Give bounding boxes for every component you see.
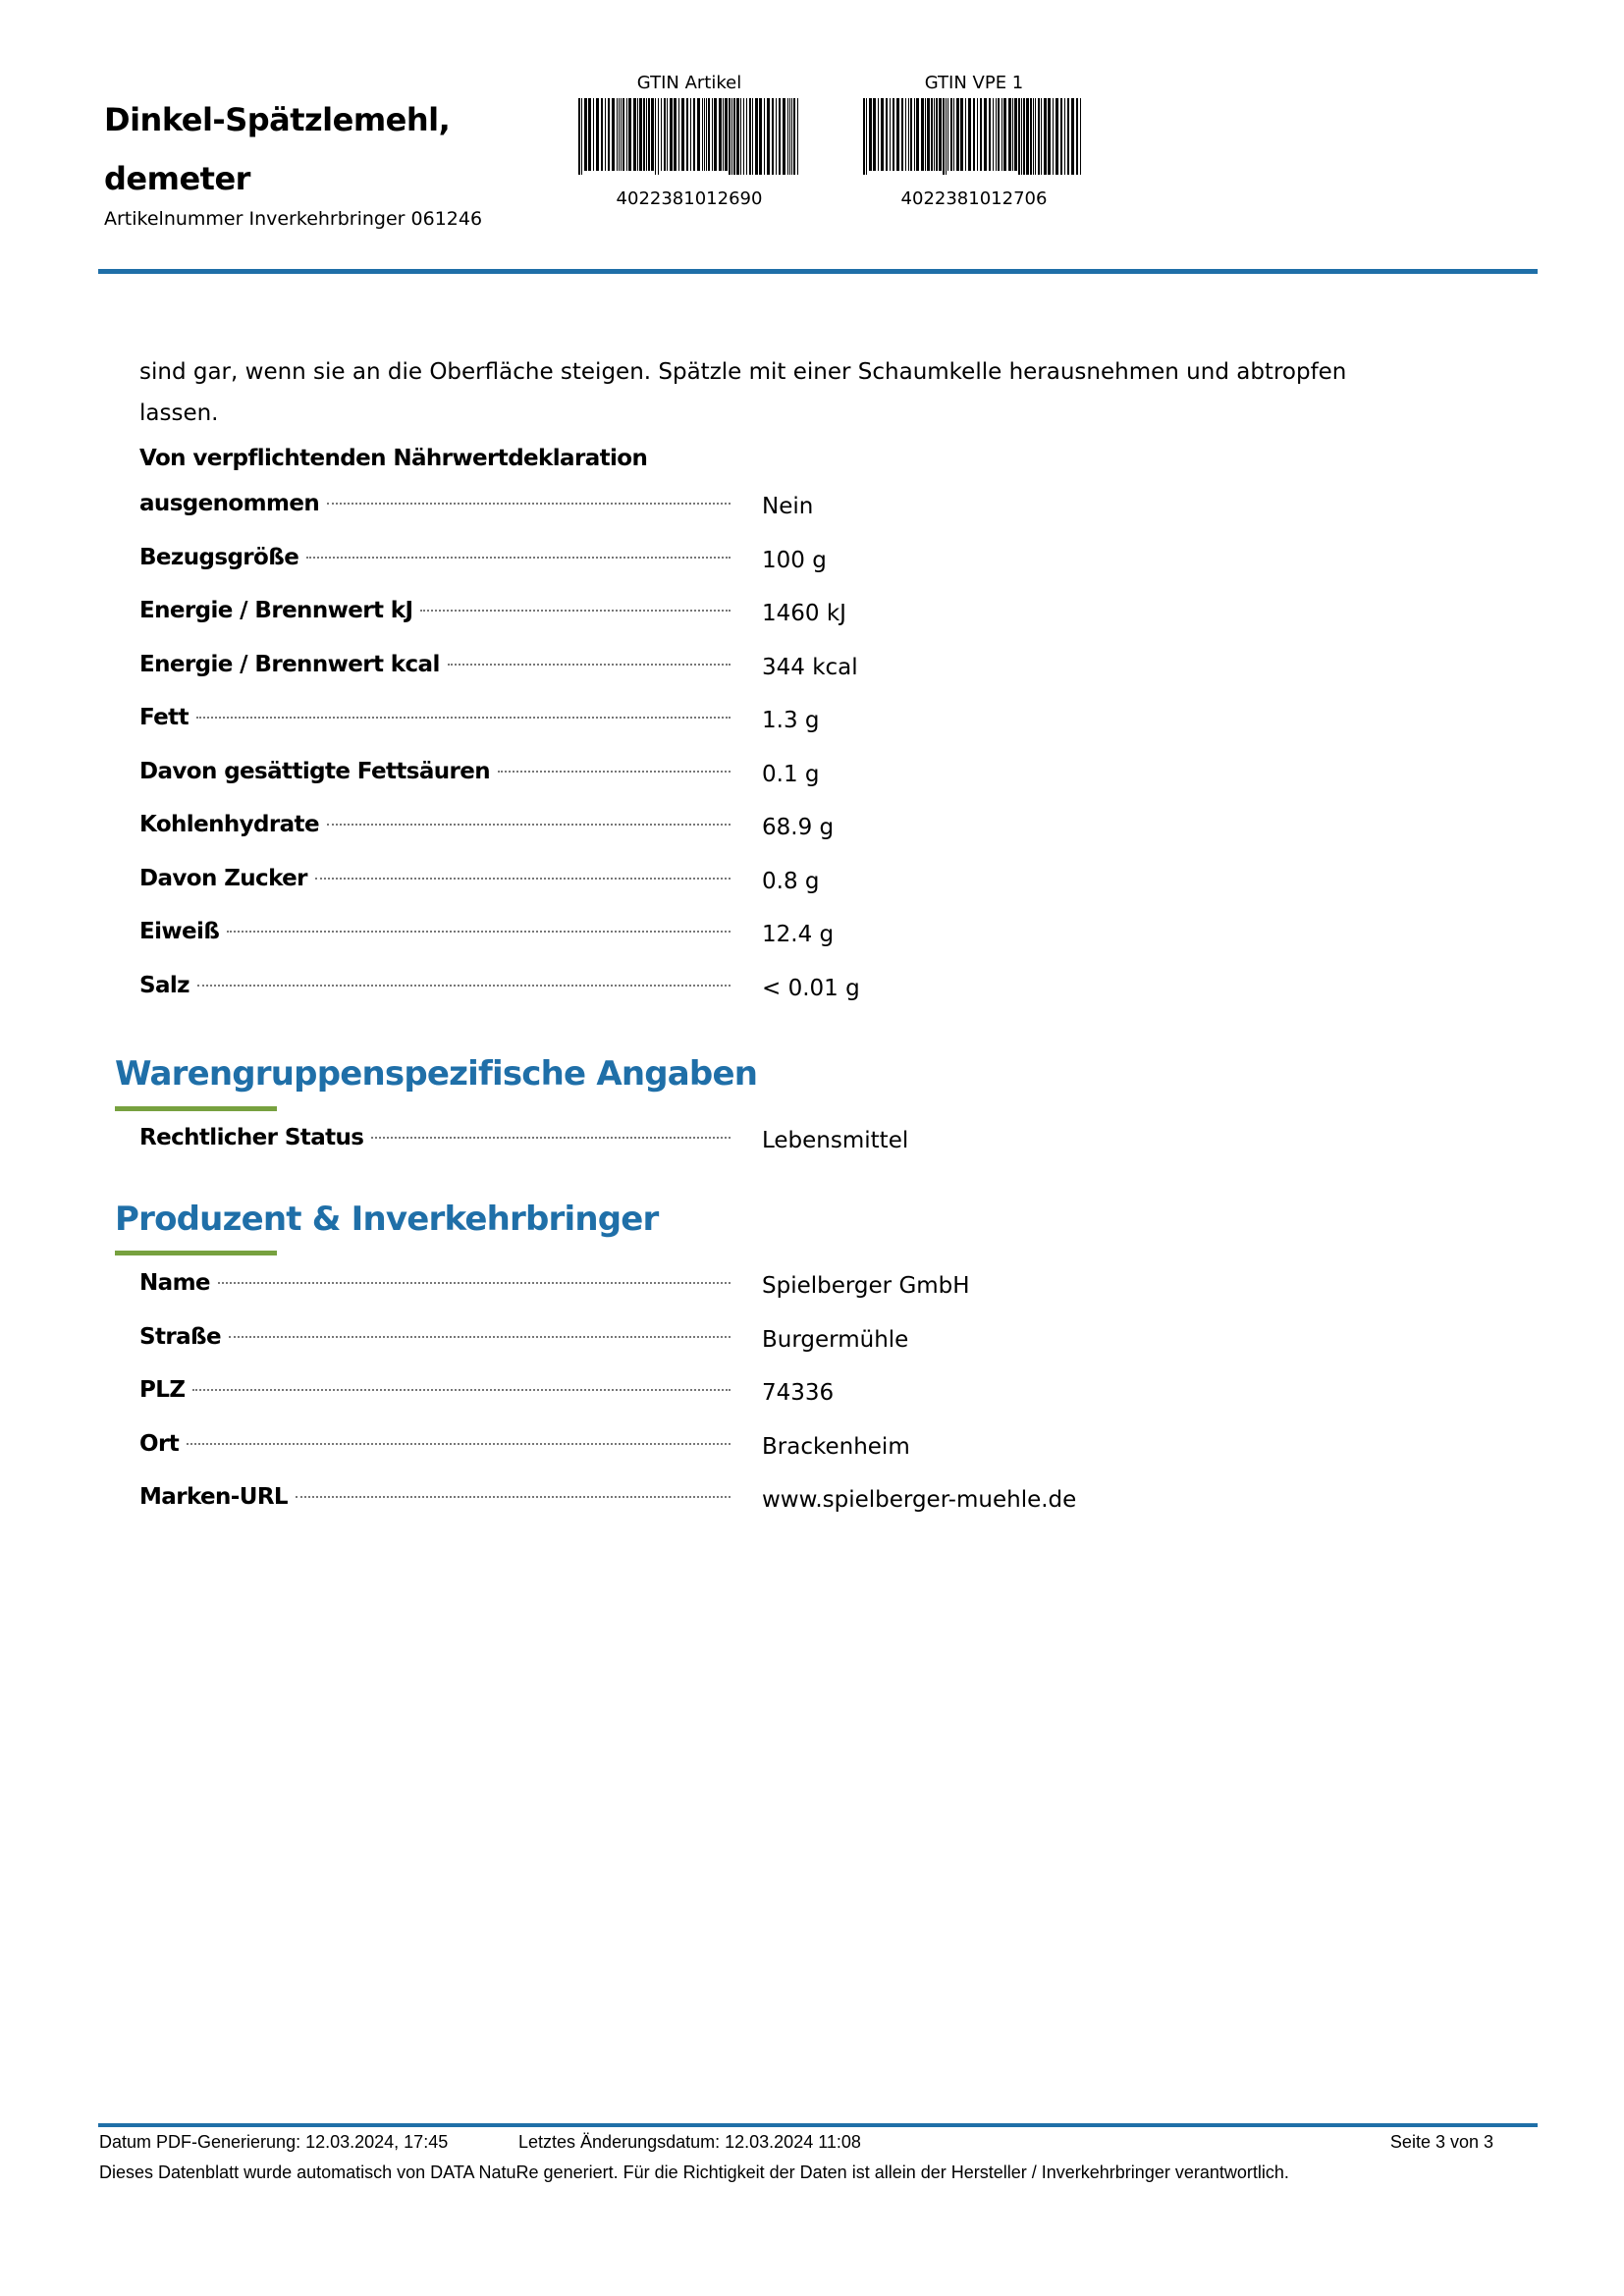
nutrition-label-wrap	[139, 491, 736, 516]
nutrition-row	[139, 812, 1416, 866]
produzent-value: 74336	[762, 1380, 835, 1406]
section-underline-warengruppe	[115, 1106, 277, 1111]
nutrition-label-wrap	[139, 812, 736, 837]
nutrition-label: Fett	[139, 705, 189, 730]
produzent-label-wrap	[139, 1324, 736, 1350]
produzent-table	[139, 1270, 1416, 1538]
produzent-row	[139, 1484, 1416, 1538]
nutrition-leader-dots	[306, 557, 731, 559]
barcode-artikel-icon	[576, 98, 802, 175]
nutrition-label: Energie / Brennwert kJ	[139, 598, 413, 623]
nutrition-leader-dots	[498, 771, 731, 773]
nutrition-value: 100 g	[762, 547, 827, 573]
produzent-label-wrap	[139, 1431, 736, 1457]
barcode-vpe-icon	[861, 98, 1087, 175]
nutrition-row	[139, 973, 1416, 1027]
section-title-produzent: Produzent & Inverkehrbringer	[115, 1200, 659, 1239]
produzent-row	[139, 1431, 1416, 1485]
nutrition-leader-dots	[420, 610, 731, 612]
produzent-value: www.spielberger-muehle.de	[762, 1487, 1077, 1513]
section-underline-produzent	[115, 1251, 277, 1255]
produzent-leader-dots	[218, 1282, 731, 1284]
nutrition-row	[139, 866, 1416, 920]
nutrition-leader-dots	[315, 878, 731, 880]
nutrition-value: 1460 kJ	[762, 601, 846, 626]
nutrition-value: 12.4 g	[762, 922, 835, 947]
warengruppe-label-wrap	[139, 1125, 736, 1150]
produzent-value: Spielberger GmbH	[762, 1273, 970, 1299]
nutrition-table	[139, 491, 1416, 1026]
nutrition-label-wrap	[139, 705, 736, 730]
produzent-label-wrap	[139, 1270, 736, 1296]
produzent-row	[139, 1377, 1416, 1431]
nutrition-label-wrap	[139, 866, 736, 891]
header-divider	[98, 269, 1538, 274]
nutrition-row	[139, 598, 1416, 652]
nutrition-leader-dots	[327, 824, 731, 826]
nutrition-leader-dots	[448, 664, 731, 666]
nutrition-value: 1.3 g	[762, 708, 820, 733]
produzent-label: Marken-URL	[139, 1484, 288, 1510]
gtin-vpe-number: 4022381012706	[900, 188, 1048, 209]
nutrition-leader-dots	[327, 503, 731, 505]
produzent-label-wrap	[139, 1484, 736, 1510]
nutrition-leader-dots	[197, 985, 731, 987]
nutrition-value: 344 kcal	[762, 654, 858, 680]
warengruppe-value: Lebensmittel	[762, 1128, 909, 1153]
produzent-label: PLZ	[139, 1377, 186, 1403]
nutrition-label: Salz	[139, 972, 189, 998]
produzent-row	[139, 1324, 1416, 1378]
nutrition-label-wrap	[139, 759, 736, 784]
preparation-text: sind gar, wenn sie an die Oberfläche steigen. Spätzle mit einer Schaumkelle herausnehmen und abtropfen lassen.	[139, 359, 1347, 426]
nutrition-label-wrap	[139, 598, 736, 623]
nutrition-row	[139, 759, 1416, 813]
nutrition-row	[139, 919, 1416, 973]
section-title-warengruppe: Warengruppenspezifische Angaben	[115, 1054, 758, 1094]
nutrition-value: 68.9 g	[762, 815, 835, 840]
produzent-leader-dots	[229, 1336, 731, 1338]
gtin-artikel	[571, 73, 807, 209]
nutrition-leader-dots	[227, 931, 731, 933]
nutrition-label: ausgenommen	[139, 491, 320, 516]
footer-disclaimer: Dieses Datenblatt wurde automatisch von DATA NatuRe generiert. Für die Richtigkeit der Daten ist allein der Hersteller / Inverkehrbringer verantwortlich.	[99, 2163, 1289, 2182]
nutrition-label-wrap	[139, 545, 736, 570]
nutrition-label: Energie / Brennwert kcal	[139, 651, 440, 677]
produzent-leader-dots	[296, 1496, 731, 1498]
nutrition-label: Davon Zucker	[139, 865, 307, 891]
nutrition-leader-dots	[196, 717, 731, 719]
nutrition-label: Bezugsgröße	[139, 544, 299, 570]
produzent-label: Ort	[139, 1430, 180, 1457]
nutrition-label: Kohlenhydrate	[139, 812, 319, 837]
gtin-vpe	[856, 73, 1092, 209]
produzent-label: Straße	[139, 1323, 221, 1350]
nutrition-value: 0.8 g	[762, 868, 820, 894]
nutrition-label-wrap	[139, 919, 736, 944]
produzent-value: Brackenheim	[762, 1433, 910, 1460]
nutrition-value: Nein	[762, 494, 814, 519]
produzent-value: Burgermühle	[762, 1326, 909, 1353]
nutrition-label-wrap	[139, 652, 736, 677]
nutrition-row	[139, 545, 1416, 599]
warengruppe-leader-dots	[371, 1137, 731, 1139]
produzent-leader-dots	[192, 1389, 731, 1391]
gtin-vpe-label: GTIN VPE 1	[924, 73, 1024, 93]
warengruppe-row	[139, 1125, 1416, 1179]
nutrition-label: Davon gesättigte Fettsäuren	[139, 758, 491, 784]
produzent-label: Name	[139, 1270, 210, 1296]
footer-divider	[98, 2123, 1538, 2127]
nutrition-value: < 0.01 g	[762, 975, 860, 1001]
nutrition-exemption-label: Von verpflichtenden Nährwertdeklaration	[139, 446, 648, 471]
gtin-artikel-label: GTIN Artikel	[636, 73, 742, 93]
nutrition-label-wrap	[139, 973, 736, 998]
produzent-row	[139, 1270, 1416, 1324]
gtin-artikel-number: 4022381012690	[616, 188, 763, 209]
produzent-label-wrap	[139, 1377, 736, 1403]
footer-page-number: Seite 3 von 3	[1389, 2132, 1493, 2152]
product-title: Dinkel-Spätzlemehl, demeter	[104, 101, 451, 197]
nutrition-row	[139, 491, 1416, 545]
produzent-leader-dots	[187, 1443, 731, 1445]
nutrition-row	[139, 652, 1416, 706]
footer-generated: Datum PDF-Generierung: 12.03.2024, 17:45	[99, 2132, 449, 2152]
warengruppe-table	[139, 1125, 1416, 1179]
nutrition-label: Eiweiß	[139, 919, 220, 944]
warengruppe-label: Rechtlicher Status	[139, 1125, 364, 1150]
nutrition-row	[139, 705, 1416, 759]
footer-last-change: Letztes Änderungsdatum: 12.03.2024 11:08	[518, 2132, 861, 2152]
nutrition-value: 0.1 g	[762, 761, 820, 787]
article-number: Artikelnummer Inverkehrbringer 061246	[104, 208, 483, 230]
